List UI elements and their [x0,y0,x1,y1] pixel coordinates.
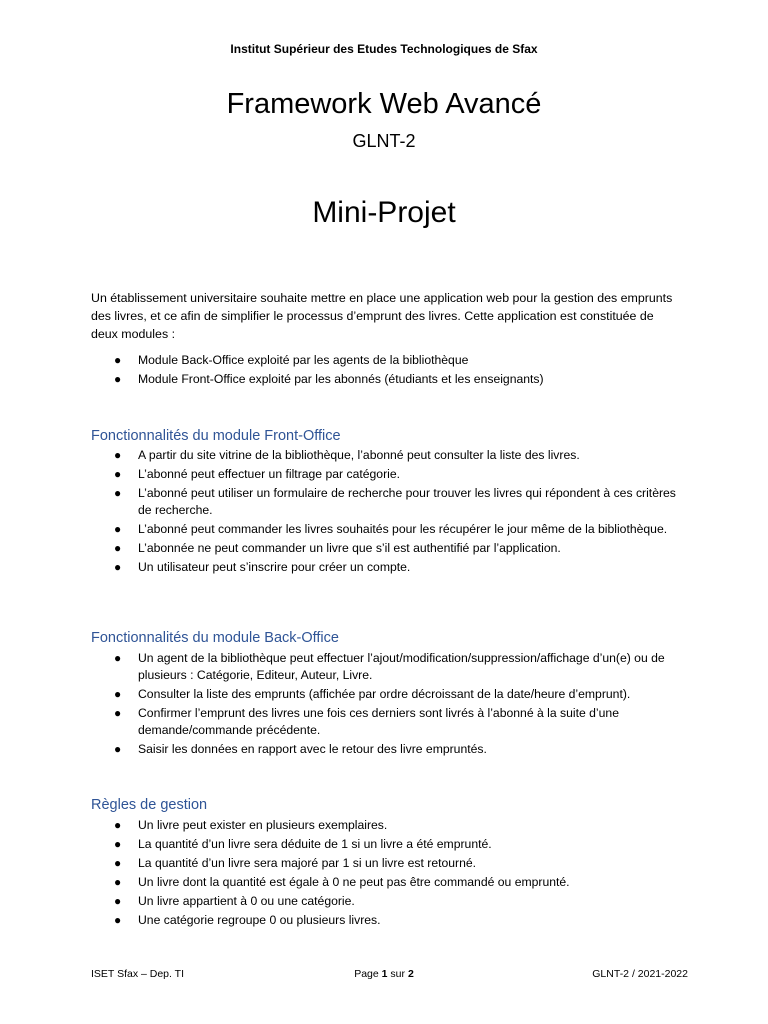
document-title: Mini-Projet [312,196,456,229]
bullet-icon: ● [114,486,122,500]
footer-course-year: GLNT-2 / 2021-2022 [592,968,688,980]
list-item: ● L’abonné peut effectuer un filtrage par catégorie. [114,467,400,481]
bullet-icon: ● [114,372,122,386]
list-item: ● Un livre peut exister en plusieurs exemplaires. [114,818,388,832]
bullet-icon: ● [114,353,122,367]
bullet-icon: ● [114,448,122,462]
list-item: ● Module Back-Office exploité par les agents de la bibliothèque [114,353,469,367]
list-item: ● Un livre dont la quantité est égale à 0 ne peut pas être commandé ou emprunté. [114,875,570,889]
intro-paragraph: Un établissement universitaire souhaite mettre en place une application web pour la gestion des emprunts des livres, et ce afin de simplifier le processus d’emprunt des livres. Cette application est constituée de deux modules : [91,291,673,341]
bullet-icon: ● [114,687,122,701]
bullet-icon: ● [114,706,122,720]
list-item: ● Confirmer l’emprunt des livres une fois ces derniers sont livrés à l’abonné à la suite d’une demande/commande précédente. [114,706,619,737]
list-item: ● Module Front-Office exploité par les abonnés (étudiants et les enseignants) [114,372,544,386]
bullet-icon: ● [114,651,122,665]
bullet-icon: ● [114,856,122,870]
bullet-icon: ● [114,818,122,832]
front-office-heading: Fonctionnalités du module Front-Office [91,428,341,444]
list-item: ● A partir du site vitrine de la bibliothèque, l’abonné peut consulter la liste des livres. [114,448,580,462]
list-item: ● L’abonnée ne peut commander un livre que s’il est authentifié par l’application. [114,541,561,555]
list-item: ● Un utilisateur peut s’inscrire pour créer un compte. [114,560,411,574]
back-office-heading: Fonctionnalités du module Back-Office [91,630,339,646]
footer-page-number: Page 1 sur 2 [354,968,414,980]
list-item: ● L’abonné peut commander les livres souhaités pour les récupérer le jour même de la bibliothèque. [114,522,668,536]
list-item: ● Saisir les données en rapport avec le retour des livre empruntés. [114,742,487,756]
bullet-icon: ● [114,913,122,927]
list-item: ● Un livre appartient à 0 ou une catégorie. [114,894,355,908]
modules-list [91,352,691,390]
list-item: ● La quantité d’un livre sera majoré par 1 si un livre est retourné. [114,856,477,870]
bullet-icon: ● [114,894,122,908]
institution-name: Institut Supérieur des Etudes Technologiques de Sfax [230,42,538,56]
list-item: ● Une catégorie regroupe 0 ou plusieurs livres. [114,913,381,927]
bullet-icon: ● [114,875,122,889]
list-item: ● Consulter la liste des emprunts (affichée par ordre décroissant de la date/heure d’emprunt). [114,687,631,701]
bullet-icon: ● [114,742,122,756]
list-item: ● La quantité d’un livre sera déduite de 1 si un livre a été emprunté. [114,837,492,851]
list-item: ● L’abonné peut utiliser un formulaire de recherche pour trouver les livres qui répondent à ces critères de recherche. [114,486,676,517]
bullet-icon: ● [114,467,122,481]
rules-list [91,817,691,931]
bullet-icon: ● [114,560,122,574]
rules-heading: Règles de gestion [91,797,208,813]
course-code: GLNT-2 [352,131,416,151]
back-office-list [91,650,691,760]
bullet-icon: ● [114,522,122,536]
bullet-icon: ● [114,541,122,555]
course-title: Framework Web Avancé [226,88,542,120]
bullet-icon: ● [114,837,122,851]
list-item: ● Un agent de la bibliothèque peut effectuer l’ajout/modification/suppression/affichage d’un(e) ou de plusieurs : Catégorie, Editeur, Auteur, Livre. [114,651,665,682]
footer-department: ISET Sfax – Dep. TI [91,968,184,980]
front-office-list [91,447,691,578]
